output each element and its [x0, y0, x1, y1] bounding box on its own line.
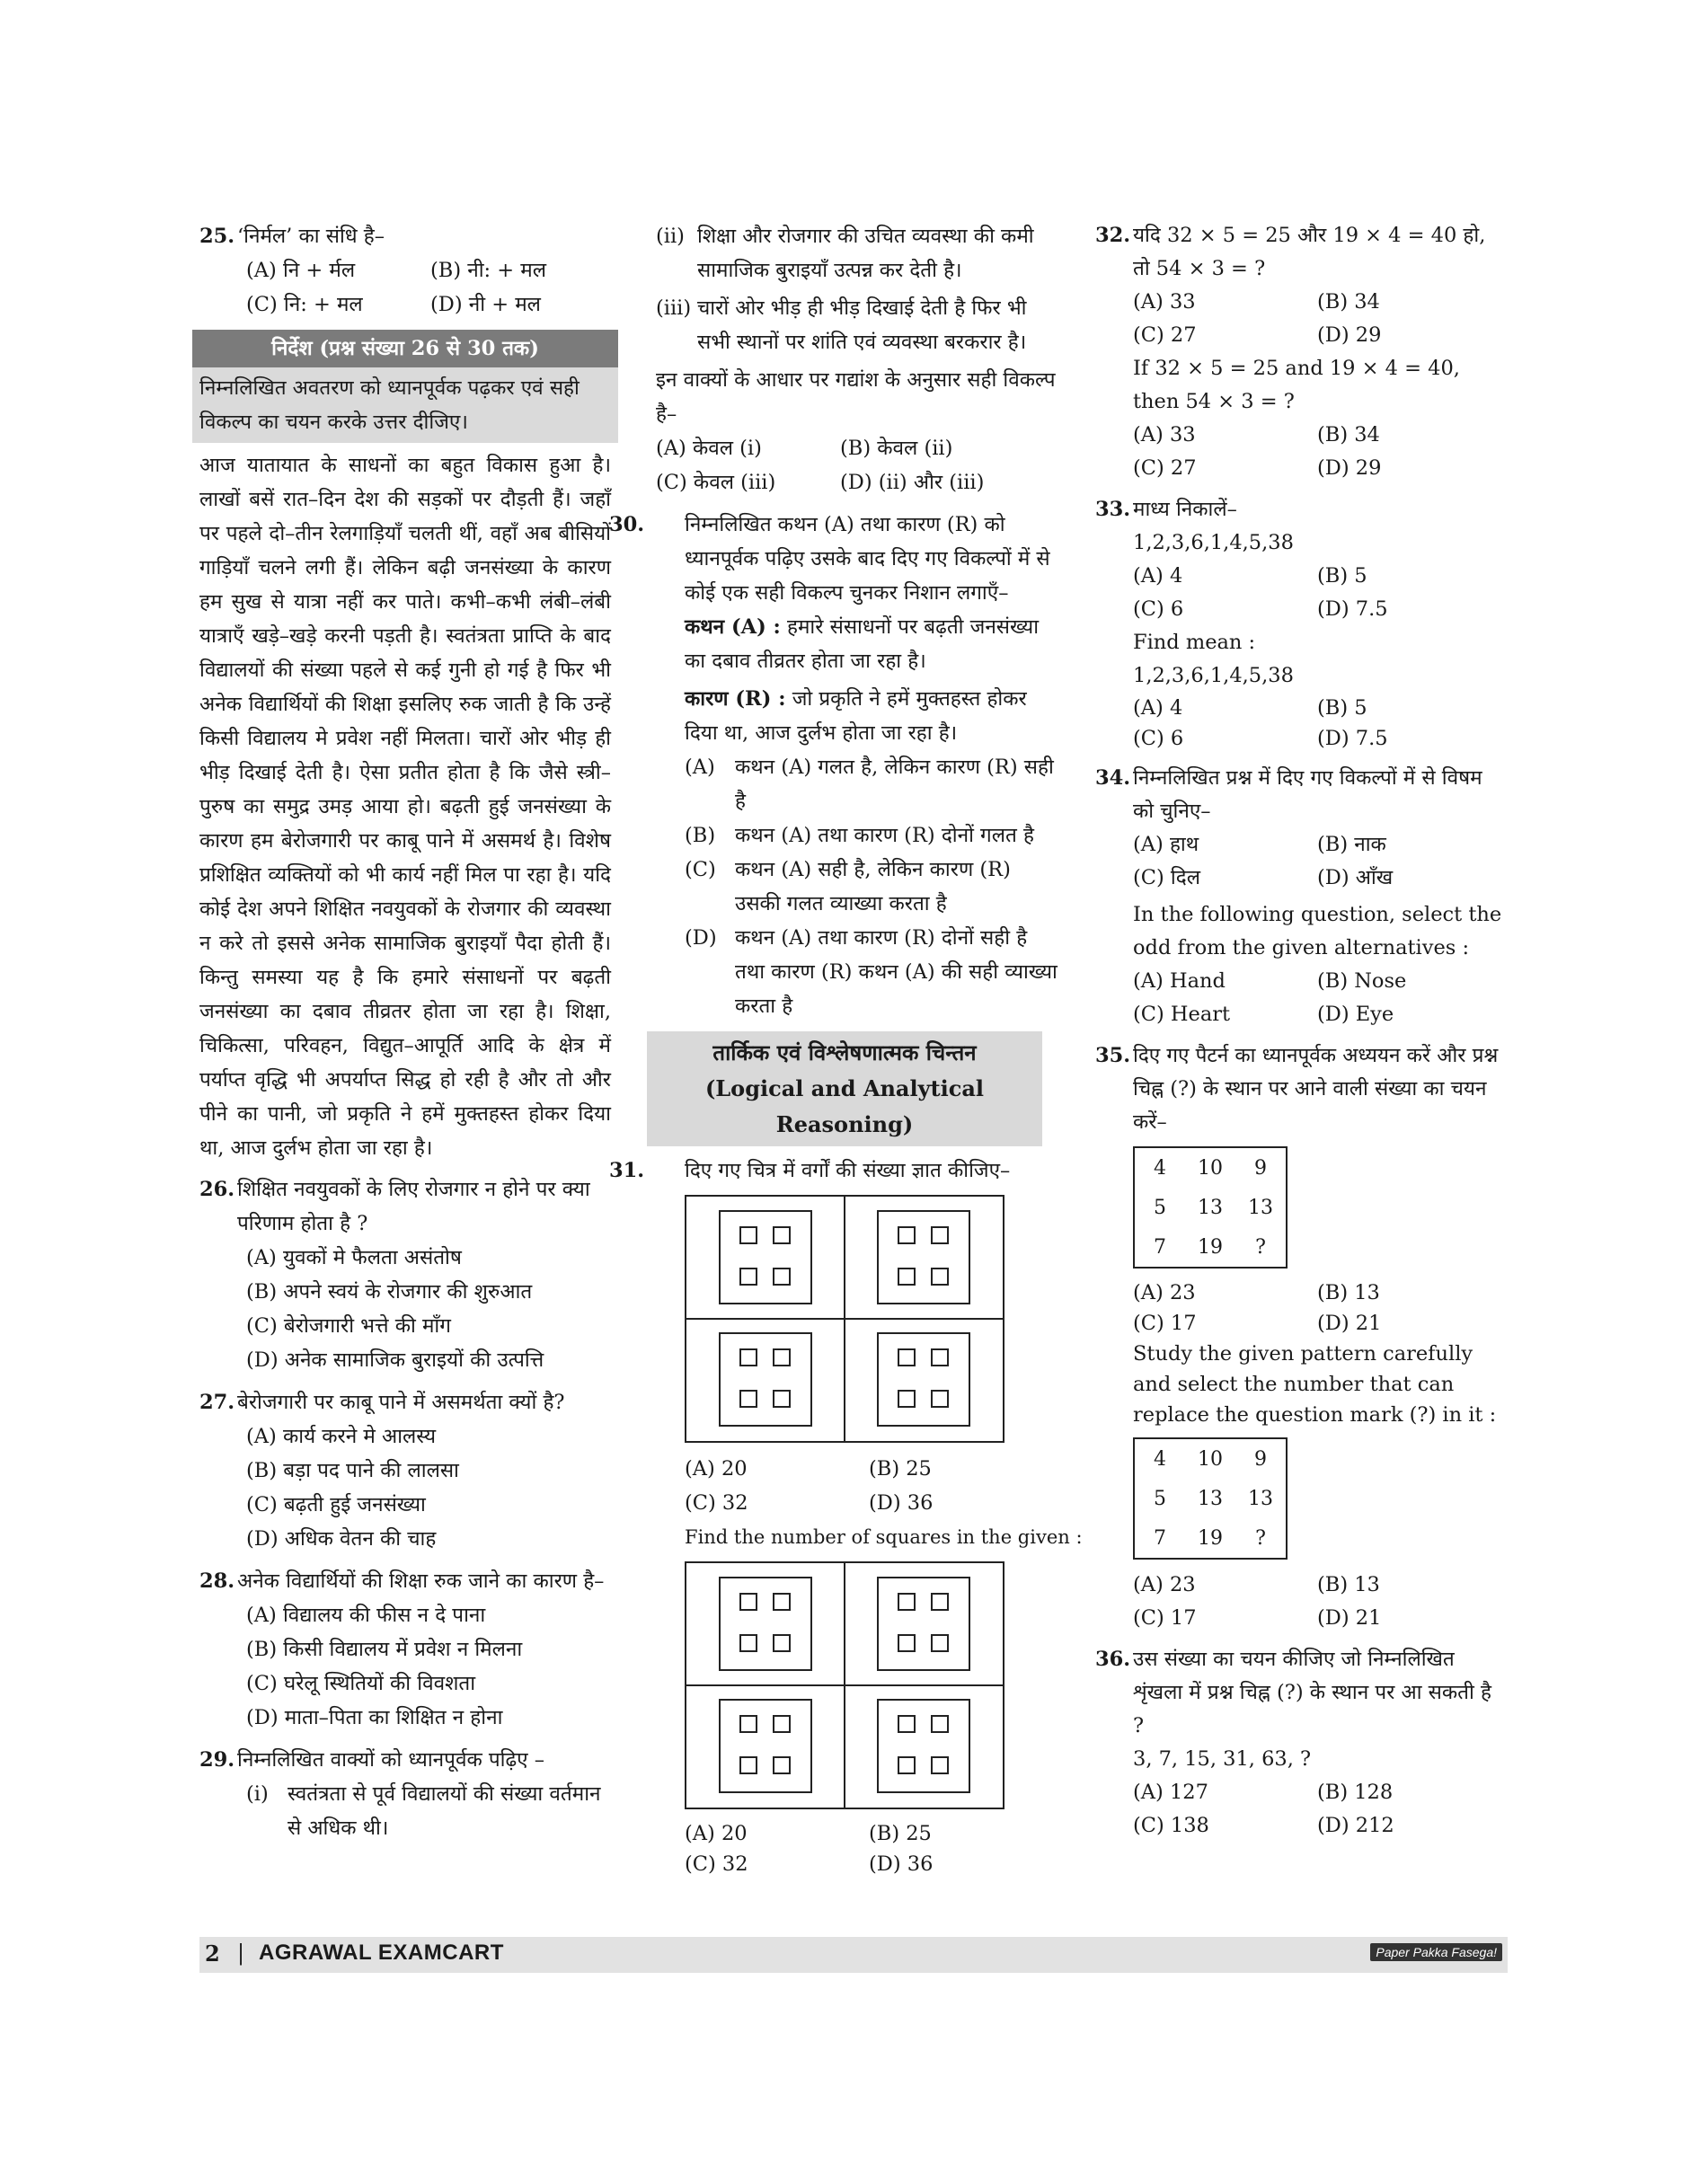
question-stem-english: Study the given pattern carefully and select the number that can replace the question mark (?) in it :	[1133, 1342, 1497, 1427]
option-b: (B) 25	[869, 1822, 932, 1845]
grid-cell: 9	[1254, 1447, 1267, 1471]
directions-title: निर्देश (प्रश्न संख्या 26 से 30 तक)	[192, 330, 618, 367]
column-1	[199, 219, 611, 1853]
option-a: (A) कार्य करने मे आलस्य	[246, 1425, 437, 1448]
option-d	[647, 921, 1060, 1023]
question-33	[1095, 493, 1508, 754]
statement-number: (iii)	[656, 296, 692, 320]
option-letter: (B)	[685, 824, 716, 847]
question-ask: इन वाक्यों के आधार पर गद्यांश के अनुसार सही विकल्प है–	[656, 368, 1056, 426]
option-c: (C) Heart	[1133, 1003, 1231, 1026]
grid-cell: ?	[1255, 1526, 1266, 1550]
option-d: (D) 21	[1317, 1312, 1382, 1335]
option-b: (B) 34	[1317, 290, 1380, 314]
question-number: 28.	[199, 1569, 235, 1593]
grid-cell: 13	[1198, 1487, 1223, 1510]
option-c: (C) 32	[685, 1491, 748, 1515]
option-text: कथन (A) तथा कारण (R) दोनों सही है तथा कारण (R) कथन (A) की सही व्याख्या करता है	[735, 926, 1058, 1018]
squares-figure	[685, 1195, 1004, 1443]
option-b: (B) किसी विद्यालय में प्रवेश न मिलना	[246, 1638, 523, 1661]
options	[237, 253, 611, 322]
option-c: (C) बढ़ती हुई जनसंख्या	[246, 1493, 426, 1516]
question-30	[609, 508, 1060, 1023]
option-d: (D) 29	[1317, 323, 1382, 347]
grid-row	[1134, 1188, 1287, 1227]
option-a: (A) 20	[685, 1457, 748, 1481]
question-stem-english: In the following question, select the odd from the given alternatives :	[1133, 903, 1502, 959]
options	[685, 1452, 1060, 1520]
option-d: (D) 36	[869, 1852, 934, 1876]
options-english	[1133, 1569, 1508, 1635]
squares-figure-english	[685, 1561, 1004, 1809]
grid-row	[1134, 1518, 1287, 1559]
options-english	[1133, 693, 1508, 754]
options	[1133, 828, 1508, 895]
question-31	[609, 1154, 1083, 1879]
page-footer	[199, 1937, 1508, 1973]
option-a: (A) 33	[1133, 290, 1196, 314]
question-29-continued	[647, 219, 1060, 499]
question-27	[199, 1385, 611, 1556]
question-number: 31.	[609, 1159, 645, 1182]
option-b: (B) नी: + मल	[430, 259, 547, 282]
question-number: 33.	[1095, 498, 1131, 521]
option-d: (D) 7.5	[1317, 727, 1388, 750]
grid-cell: 19	[1198, 1235, 1223, 1259]
grid-cell: 13	[1248, 1487, 1273, 1510]
option-d: (D) आँख	[1317, 866, 1394, 889]
option-d: (D) माता–पिता का शिक्षित न होना	[246, 1706, 503, 1729]
number-pattern-grid	[1133, 1146, 1288, 1269]
options	[1133, 286, 1508, 352]
question-34	[1095, 762, 1508, 1031]
section-title-english: (Logical and Analytical Reasoning)	[704, 1075, 985, 1137]
question-stem: निम्नलिखित प्रश्न में दिए गए विकल्पों में से विषम को चुनिए–	[1133, 766, 1482, 823]
question-stem: बेरोजगारी पर काबू पाने में असमर्थता क्यों है?	[237, 1391, 565, 1414]
question-number: 27.	[199, 1391, 235, 1414]
grid-cell: 10	[1198, 1447, 1223, 1471]
option-b: (B) 34	[1317, 423, 1380, 446]
question-stem: दिए गए पैटर्न का ध्यानपूर्वक अध्ययन करें और प्रश्न चिह्न (?) के स्थान पर आने वाली संख्या का चयन करें–	[1133, 1044, 1499, 1134]
option-c: (C) नि: + मल	[246, 293, 363, 316]
statement-ii	[647, 219, 1060, 287]
option-d: (D) (ii) और (iii)	[840, 471, 985, 494]
question-stem: शिक्षित नवयुवकों के लिए रोजगार न होने पर क्या परिणाम होता है ?	[237, 1178, 590, 1235]
passage: आज यातायात के साधनों का बहुत विकास हुआ है। लाखों बसें रात–दिन देश की सड़कों पर दौड़ती हैं। जहाँ पर पहले दो–तीन रेलगाड़ियाँ चलती थीं, वहाँ अब बीसियों गाड़ियाँ चलने लगी हैं। लेकिन बढ़ी जनसंख्या के कारण हम सुख से यात्रा नहीं कर पाते। कभी–कभी लंबी–लंबी यात्राएँ खड़े–खड़े करनी पड़ती है। स्वतंत्रता प्राप्ति के बाद विद्यालयों की संख्या पहले से कई गुनी हो गई है फिर भी अनेक विद्यार्थियों की शिक्षा इसलिए रुक जाती है कि उन्हें किसी विद्यालय मे प्रवेश नहीं मिलता। चारों ओर भीड़ ही भीड़ दिखाई देती है। ऐसा प्रतीत होता है कि जैसे स्त्री–पुरुष का समुद्र उमड़ आया हो। बढ़ती हुई जनसंख्या के कारण हम बेरोजगारी पर काबू पाने में असमर्थ है। विशेष प्रशिक्षित व्यक्तियों को भी कार्य नहीं मिल पा रहा है। यदि कोई देश अपने शिक्षित नवयुवकों के रोजगार की व्यवस्था न करे तो इससे अनेक सामाजिक बुराइयाँ पैदा होती हैं। किन्तु समस्या यह है कि हमारे संसाधनों पर बढ़ती जनसंख्या का दबाव तीव्रतर होता जा रहा है। शिक्षा, चिकित्सा, परिवहन, विद्युत–आपूर्ति आदि के क्षेत्र में पर्याप्त वृद्धि भी अपर्याप्त सिद्ध हो रही है और तो और पीने का पानी, जो प्रकृति ने हमें मुक्तहस्त होकर दिया था, आज दुर्लभ होता जा रहा है।	[199, 454, 611, 1160]
grid-cell: 7	[1154, 1526, 1166, 1550]
option-c: (C) केवल (iii)	[656, 471, 776, 494]
option-letter: (D)	[685, 926, 717, 950]
question-36	[1095, 1643, 1508, 1843]
option-text: कथन (A) सही है, लेकिन कारण (R) उसकी गलत व्याख्या करता है	[735, 858, 1011, 915]
options-english	[685, 1818, 1060, 1879]
options	[237, 1241, 611, 1377]
question-28	[199, 1564, 611, 1735]
reason-label: कारण (R) :	[685, 687, 786, 711]
statement-number: (i)	[246, 1782, 269, 1806]
question-stem: यदि 32 × 5 = 25 और 19 × 4 = 40 हो, तो 54 × 3 = ?	[1133, 224, 1486, 280]
options-english	[1133, 419, 1508, 485]
grid-cell: 5	[1154, 1487, 1166, 1510]
assertion	[685, 610, 1060, 678]
option-letter: (A)	[685, 756, 715, 779]
question-stem: निम्नलिखित वाक्यों को ध्यानपूर्वक पढ़िए –	[237, 1748, 545, 1772]
option-a: (A) केवल (i)	[656, 437, 762, 460]
question-25	[199, 219, 611, 322]
grid-cell: 13	[1198, 1196, 1223, 1219]
tagline-badge: Paper Pakka Fasega!	[1370, 1943, 1502, 1961]
option-d: (D) नी + मल	[430, 293, 541, 316]
option-a: (A) 4	[1133, 696, 1183, 720]
option-b: (B) बड़ा पद पाने की लालसा	[246, 1459, 459, 1482]
option-d: (D) 36	[869, 1491, 934, 1515]
statement-text: शिक्षा और रोजगार की उचित व्यवस्था की कमी सामाजिक बुराइयाँ उत्पन्न कर देती है।	[697, 225, 1034, 282]
grid-row	[1134, 1438, 1287, 1479]
question-stem: दिए गए चित्र में वर्गों की संख्या ज्ञात कीजिए–	[685, 1159, 1011, 1182]
option-b: (B) 5	[1317, 564, 1367, 588]
question-stem: निम्नलिखित कथन (A) तथा कारण (R) को ध्यानपूर्वक पढ़िए उसके बाद दिए गए विकल्पों में से कोई एक सही विकल्प चुनकर निशान लगाएँ–	[685, 513, 1050, 605]
grid-cell: ?	[1255, 1235, 1266, 1259]
grid-cell: 13	[1248, 1196, 1273, 1219]
grid-cell: 7	[1154, 1235, 1166, 1259]
option-b: (B) 128	[1317, 1781, 1394, 1804]
column-2	[609, 219, 1083, 1887]
option-b: (B) 13	[1317, 1281, 1380, 1304]
option-text: कथन (A) गलत है, लेकिन कारण (R) सही है	[735, 756, 1054, 813]
question-stem-english: Find the number of squares in the given :	[685, 1526, 1083, 1548]
number-series: 3, 7, 15, 31, 63, ?	[1133, 1747, 1312, 1771]
statement-text: स्वतंत्रता से पूर्व विद्यालयों की संख्या वर्तमान से अधिक थी।	[288, 1782, 601, 1840]
question-stem-english: Find mean :	[1133, 631, 1256, 654]
option-a: (A) 20	[685, 1822, 748, 1845]
statement-number: (ii)	[656, 225, 685, 248]
option-d: (D) अनेक सामाजिक बुराइयों की उत्पत्ति	[246, 1348, 544, 1372]
directions-text: निम्नलिखित अवतरण को ध्यानपूर्वक पढ़कर एवं सही विकल्प का चयन करके उत्तर दीजिए।	[192, 367, 618, 443]
grid-cell: 4	[1154, 1447, 1166, 1471]
option-c: (C) घरेलू स्थितियों की विवशता	[246, 1672, 476, 1695]
option-c: (C) दिल	[1133, 866, 1200, 889]
option-a: (A) 33	[1133, 423, 1196, 446]
option-d: (D) 7.5	[1317, 597, 1388, 621]
question-number: 36.	[1095, 1648, 1131, 1671]
option-c	[647, 853, 1060, 921]
column-3	[1095, 219, 1508, 1851]
option-c: (C) 6	[1133, 727, 1184, 750]
option-a: (A) 4	[1133, 564, 1183, 588]
option-c: (C) बेरोजगारी भत्ते की माँग	[246, 1314, 451, 1338]
grid-cell: 19	[1198, 1526, 1223, 1550]
question-26	[199, 1172, 611, 1377]
question-number: 34.	[1095, 766, 1131, 790]
statement-text: चारों ओर भीड़ ही भीड़ दिखाई देती है फिर भी सभी स्थानों पर शांति एवं व्यवस्था बरकरार है।	[697, 296, 1027, 354]
options	[1133, 1277, 1508, 1339]
option-d: (D) 212	[1317, 1814, 1394, 1837]
option-text: कथन (A) तथा कारण (R) दोनों गलत है	[735, 824, 1034, 847]
option-a: (A) विद्यालय की फीस न दे पाना	[246, 1604, 486, 1627]
options	[1133, 560, 1508, 626]
option-c: (C) 32	[685, 1852, 748, 1876]
option-c: (C) 27	[1133, 323, 1197, 347]
option-b: (B) 13	[1317, 1573, 1380, 1596]
option-d: (D) 29	[1317, 456, 1382, 480]
option-b: (B) 5	[1317, 696, 1367, 720]
question-number: 25.	[199, 225, 235, 248]
option-a: (A) 23	[1133, 1573, 1196, 1596]
question-stem: ‘निर्मल’ का संधि है–	[237, 225, 385, 248]
option-b: (B) 25	[869, 1457, 932, 1481]
option-b: (B) अपने स्वयं के रोजगार की शुरुआत	[246, 1280, 533, 1304]
data-values-english: 1,2,3,6,1,4,5,38	[1133, 664, 1294, 687]
question-number: 32.	[1095, 224, 1131, 247]
question-stem: अनेक विद्यार्थियों की शिक्षा रुक जाने का कारण है–	[237, 1569, 605, 1593]
option-b: (B) केवल (ii)	[840, 437, 953, 460]
option-c: (C) 6	[1133, 597, 1184, 621]
question-number: 29.	[199, 1748, 235, 1772]
page-number: 2	[205, 1940, 220, 1967]
option-b: (B) नाक	[1317, 833, 1386, 856]
statement-iii	[647, 291, 1060, 359]
directions-block	[192, 330, 618, 443]
reason	[685, 682, 1060, 750]
assertion-label: कथन (A) :	[685, 615, 781, 639]
option-d: (D) अधिक वेतन की चाह	[246, 1527, 437, 1551]
question-stem: माध्य निकालें–	[1133, 498, 1237, 521]
option-a: (A) नि + र्मल	[246, 259, 356, 282]
grid-row	[1134, 1227, 1287, 1268]
option-c: (C) 17	[1133, 1312, 1197, 1335]
question-29	[199, 1743, 611, 1845]
section-header	[647, 1031, 1042, 1146]
options	[237, 1598, 611, 1735]
option-a: (A) युवकों मे फैलता असंतोष	[246, 1246, 462, 1269]
number-pattern-grid-english	[1133, 1437, 1288, 1560]
option-a	[647, 750, 1060, 818]
options	[237, 1419, 611, 1556]
question-number: 35.	[1095, 1044, 1131, 1067]
question-number: 30.	[609, 513, 645, 536]
option-d: (D) 21	[1317, 1606, 1382, 1630]
option-a: (A) 127	[1133, 1781, 1208, 1804]
data-values: 1,2,3,6,1,4,5,38	[1133, 531, 1294, 554]
options	[647, 431, 1060, 499]
option-a: (A) Hand	[1133, 969, 1226, 993]
option-a: (A) 23	[1133, 1281, 1196, 1304]
option-c: (C) 27	[1133, 456, 1197, 480]
grid-cell: 5	[1154, 1196, 1166, 1219]
option-b	[647, 818, 1060, 853]
option-c: (C) 17	[1133, 1606, 1197, 1630]
option-letter: (C)	[685, 858, 716, 881]
question-number: 26.	[199, 1178, 235, 1201]
options	[1133, 1776, 1508, 1843]
footer-separator: |	[237, 1940, 245, 1966]
option-d: (D) Eye	[1317, 1003, 1394, 1026]
statement-i	[199, 1777, 611, 1845]
grid-cell: 10	[1198, 1156, 1223, 1180]
option-c: (C) 138	[1133, 1814, 1209, 1837]
question-stem: उस संख्या का चयन कीजिए जो निम्नलिखित शृंखला में प्रश्न चिह्न (?) के स्थान पर आ सकती है ?	[1133, 1648, 1491, 1737]
section-title-hindi: तार्किक एवं विश्लेषणात्मक चिन्तन	[712, 1039, 977, 1065]
options-english	[1133, 965, 1508, 1031]
grid-row	[1134, 1147, 1287, 1188]
question-32	[1095, 219, 1508, 485]
option-b: (B) Nose	[1317, 969, 1407, 993]
question-stem-english: If 32 × 5 = 25 and 19 × 4 = 40, then 54 × 3 = ?	[1133, 357, 1460, 413]
brand-logo-text: AGRAWAL EXAMCART	[259, 1940, 504, 1965]
question-35	[1095, 1039, 1508, 1635]
grid-row	[1134, 1479, 1287, 1518]
grid-cell: 9	[1254, 1156, 1267, 1180]
grid-cell: 4	[1154, 1156, 1166, 1180]
option-a: (A) हाथ	[1133, 833, 1199, 856]
reason-text: जो प्रकृति ने हमें मुक्तहस्त होकर दिया था, आज दुर्लभ होता जा रहा है।	[685, 687, 1027, 745]
assertion-text: हमारे संसाधनों पर बढ़ती जनसंख्या का दबाव तीव्रतर होता जा रहा है।	[685, 615, 1040, 673]
